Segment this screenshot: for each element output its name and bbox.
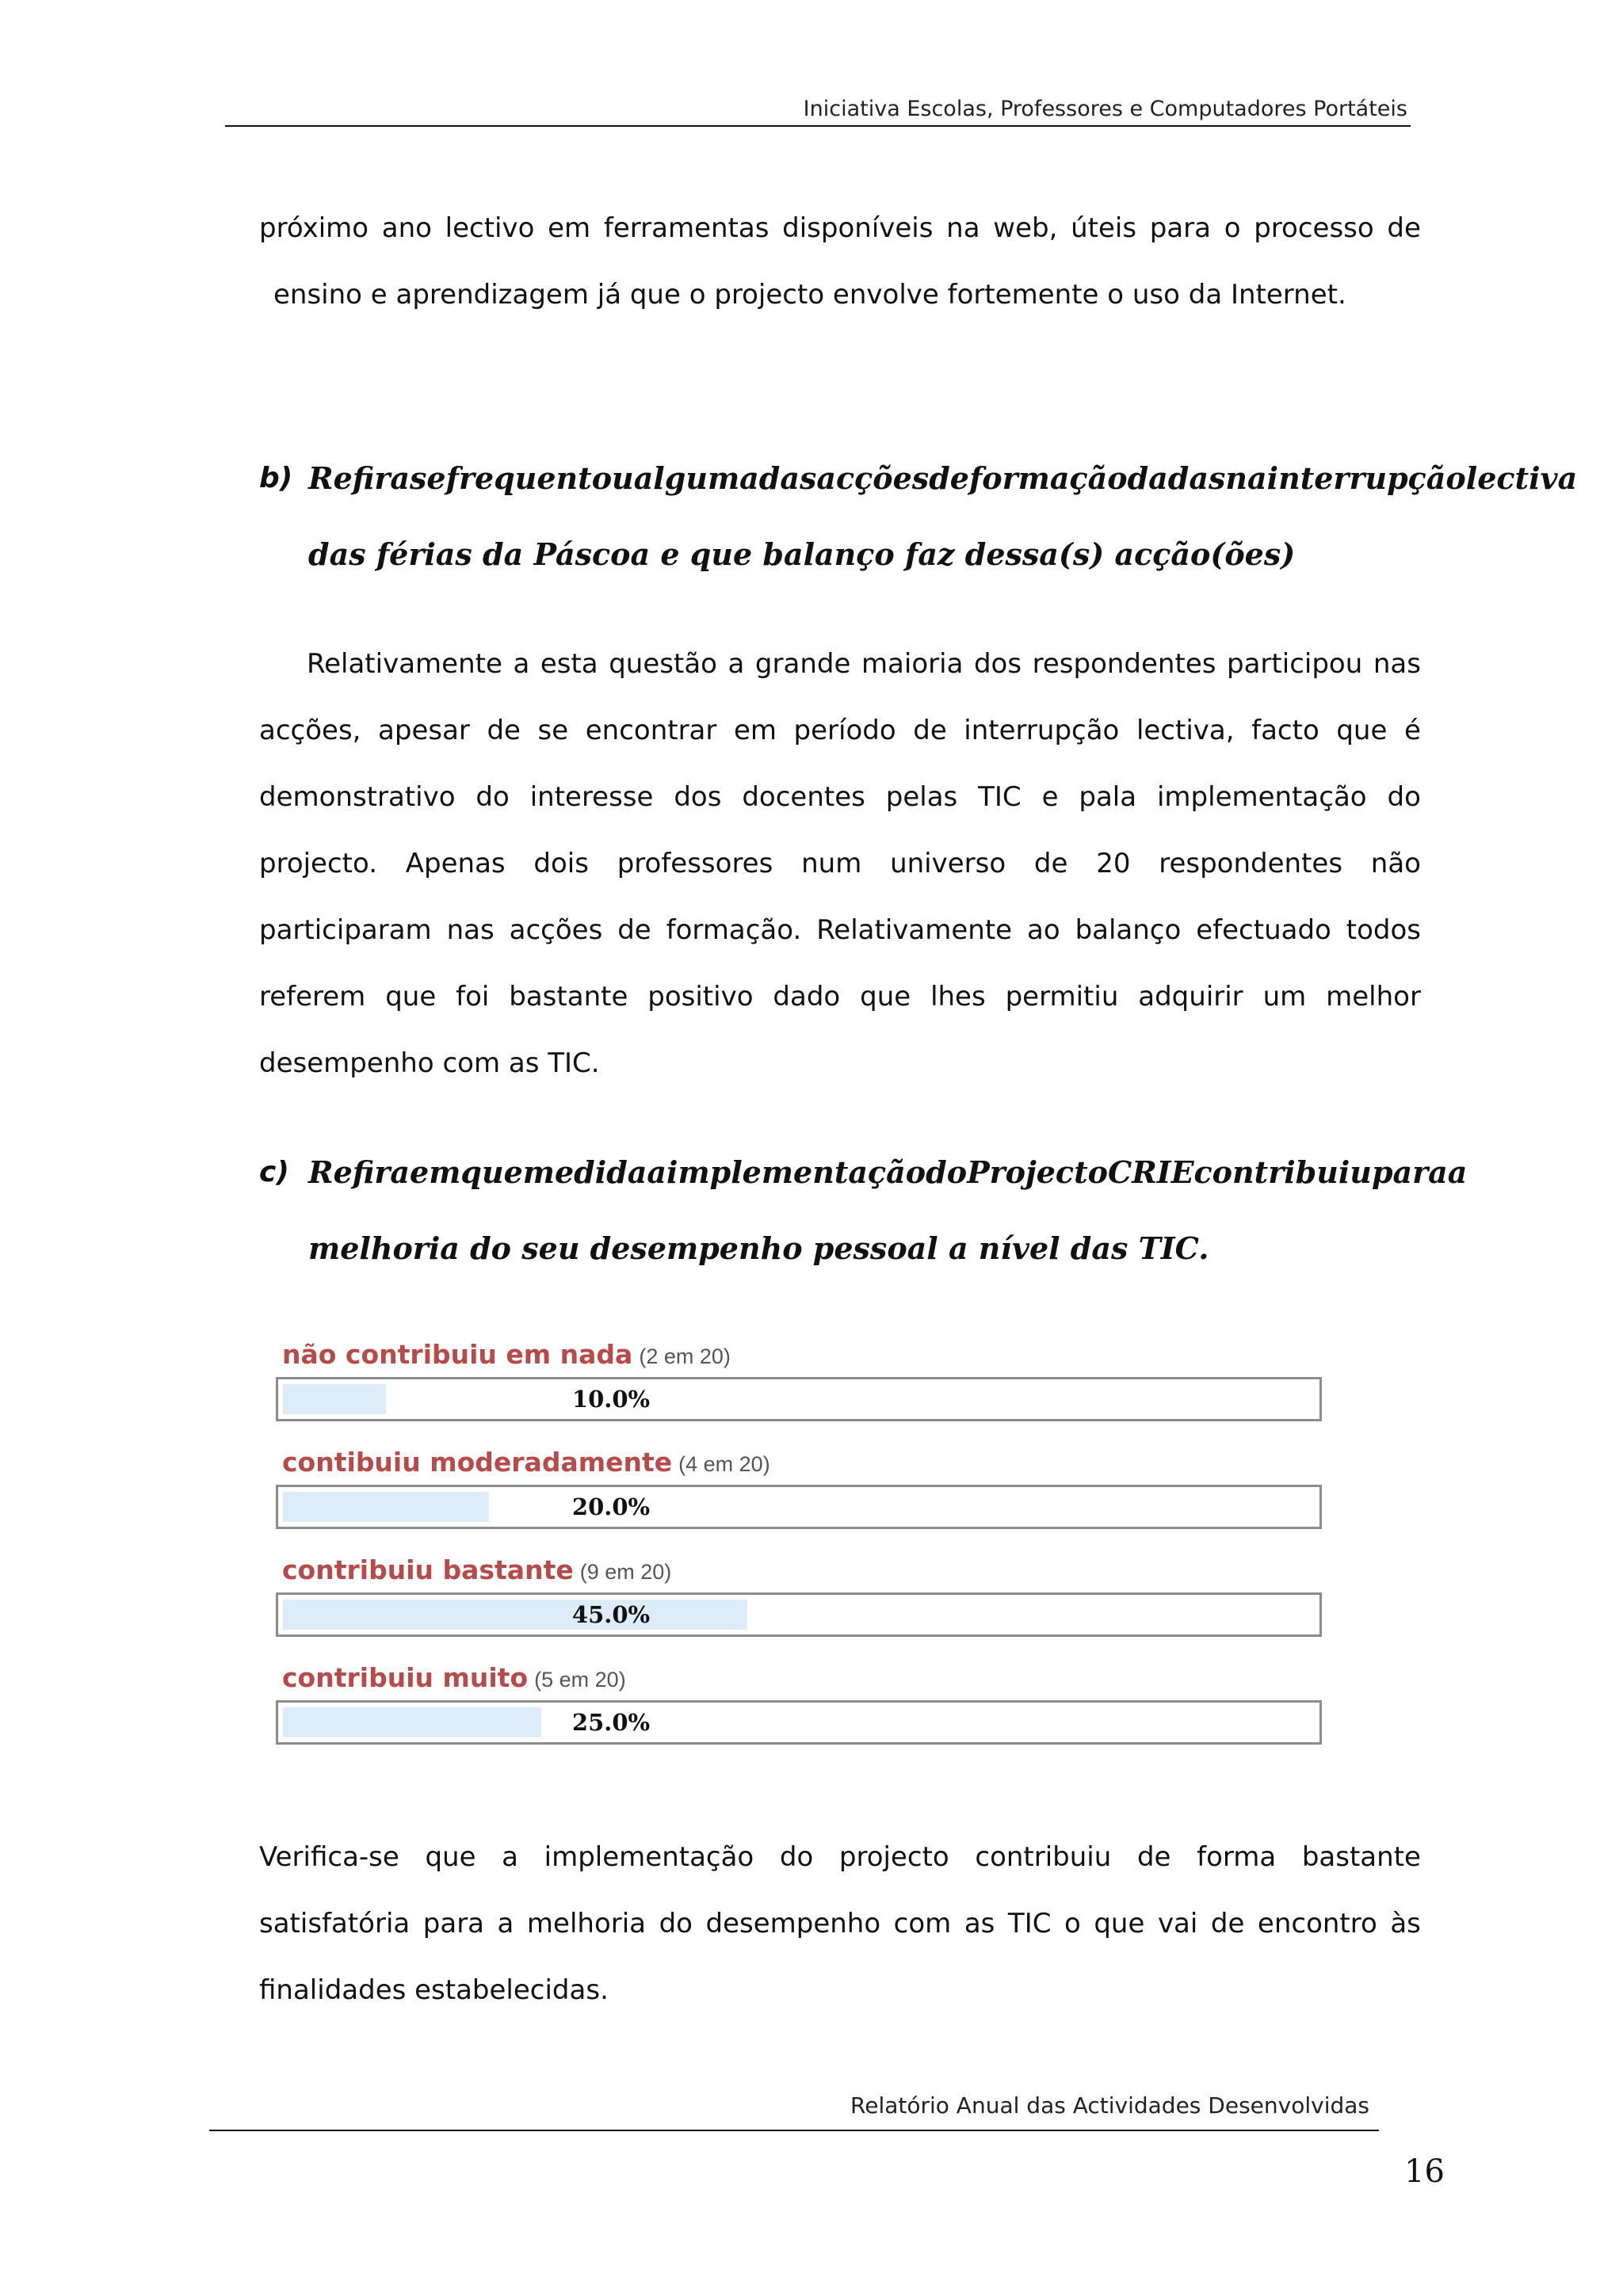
word: num [801, 848, 862, 879]
word: de [1210, 1908, 1245, 1939]
word: Projecto [967, 1154, 1108, 1190]
poll-bar-value: 45.0% [571, 1601, 651, 1628]
word: respondentes [1032, 648, 1216, 680]
answer-b-line [259, 963, 1421, 1030]
word: respondentes [1159, 848, 1343, 879]
poll-bar-value: 10.0% [571, 1386, 651, 1413]
word: a [727, 648, 745, 680]
word: contribuiu [1193, 1154, 1372, 1190]
word: um [1262, 981, 1307, 1013]
poll-option-label [282, 1445, 770, 1480]
word: processo [1254, 212, 1374, 244]
word: não [1370, 848, 1421, 879]
word: projecto [838, 1841, 949, 1873]
word: ferramentas [603, 212, 769, 244]
word: Relativamente [816, 914, 1013, 946]
word: interrupção [964, 715, 1120, 746]
word: dois [533, 848, 589, 879]
word: o [1064, 1908, 1081, 1939]
word: para [1371, 1154, 1448, 1190]
word: de [617, 914, 651, 946]
word: encontro [1257, 1908, 1377, 1939]
word: período [793, 715, 896, 746]
poll-bar-value: 20.0% [571, 1493, 651, 1520]
word: ano [381, 212, 432, 244]
answer-b-line [259, 697, 1421, 764]
word: adquirir [1138, 981, 1243, 1013]
word: interesse [529, 781, 654, 813]
word: do [926, 1154, 968, 1190]
word: acções [509, 914, 603, 946]
poll-option [276, 1661, 1327, 1768]
word: do [1387, 781, 1421, 813]
word: foi [456, 981, 490, 1013]
word: disponíveis [782, 212, 934, 244]
word: dado [773, 981, 841, 1013]
word: Refira [308, 460, 411, 496]
question-c-line-2: melhoria do seu desempenho pessoal a nível das TIC. [308, 1230, 1209, 1266]
poll-bar-track [276, 1377, 1322, 1421]
word: esta [540, 648, 598, 680]
word: de [929, 460, 969, 496]
word: referem [259, 981, 366, 1013]
question-b-letter: b) [259, 462, 293, 494]
answer-b-line [259, 631, 1421, 697]
intro-line-1 [259, 195, 1421, 261]
word: de [1136, 1841, 1171, 1873]
word: e [1041, 781, 1059, 813]
word: nas [446, 914, 495, 946]
word: a [1447, 1154, 1468, 1190]
word: úteis [1071, 212, 1137, 244]
conclusion-line [259, 1824, 1421, 1890]
poll-bar-track [276, 1592, 1322, 1637]
word: dos [973, 648, 1022, 680]
word: grande [754, 648, 851, 680]
word: questão [609, 648, 717, 680]
word: encontrar [585, 715, 717, 746]
question-c [259, 1135, 1468, 1287]
word: do [659, 1908, 693, 1939]
word: medida [522, 1154, 647, 1190]
poll-option-count: (9 em 20) [579, 1560, 672, 1584]
intro-line-2: ensino e aprendizagem já que o projecto envolve fortemente o uso da Internet. [273, 279, 1346, 311]
word: pelas [885, 781, 958, 813]
word: implementação [544, 1841, 754, 1873]
word: às [1390, 1908, 1421, 1939]
word: formação. [666, 914, 802, 946]
poll-option-label [282, 1553, 671, 1588]
word: que [1336, 715, 1388, 746]
word: que [1094, 1908, 1145, 1939]
word: lectivo [445, 212, 535, 244]
word: a [497, 1908, 514, 1939]
word: dos [674, 781, 722, 813]
question-c-line-1 [308, 1135, 1467, 1211]
word: Verifica-se [259, 1841, 399, 1873]
word: do [779, 1841, 814, 1873]
word: para [422, 1908, 485, 1939]
word: que [860, 981, 911, 1013]
word: próximo [259, 212, 369, 244]
word: as [964, 1908, 995, 1939]
word: com [893, 1908, 952, 1939]
word: na [1225, 460, 1267, 496]
word: desempenho [705, 1908, 881, 1939]
word: alguma [633, 460, 759, 496]
word: das [758, 460, 817, 496]
word: TIC [1007, 1908, 1052, 1939]
word: lectiva, [1136, 715, 1235, 746]
word: Apenas [405, 848, 506, 879]
poll-option-count: (5 em 20) [534, 1668, 626, 1691]
word: docentes [742, 781, 865, 813]
word: participou [1227, 648, 1363, 680]
word: apesar [378, 715, 470, 746]
poll-option [276, 1445, 1327, 1553]
poll-bar-value: 25.0% [571, 1709, 651, 1736]
word: CRIE [1107, 1154, 1194, 1190]
poll-option-title: contribuiu bastante [282, 1554, 574, 1585]
poll-bar-track [276, 1700, 1322, 1745]
word: melhoria [526, 1908, 647, 1939]
poll-option [276, 1553, 1327, 1661]
word: para [1149, 212, 1211, 244]
word: Relativamente [307, 648, 502, 680]
word: positivo [647, 981, 754, 1013]
word: Refira [308, 1154, 411, 1190]
word: implementação [666, 1154, 926, 1190]
word: a [647, 1154, 667, 1190]
footer-divider [209, 2130, 1379, 2131]
poll-bar-track [276, 1485, 1322, 1529]
poll-option-count: (2 em 20) [639, 1344, 731, 1368]
word: se [410, 460, 446, 496]
word: acções [816, 460, 930, 496]
word: de [487, 715, 521, 746]
answer-b-last-line: desempenho com as TIC. [259, 1047, 600, 1079]
word: na [946, 212, 980, 244]
word: maioria [861, 648, 964, 680]
word: ao [1027, 914, 1060, 946]
running-footer: Relatório Anual das Actividades Desenvolvidas [850, 2092, 1369, 2119]
word: do [475, 781, 510, 813]
header-divider [225, 125, 1411, 127]
running-header: Iniciativa Escolas, Professores e Computadores Portáteis [803, 97, 1407, 121]
word: vai [1157, 1908, 1198, 1939]
page-number: 16 [1404, 2153, 1445, 2190]
word: é [1403, 715, 1421, 746]
word: TIC [978, 781, 1022, 813]
word: em [733, 715, 777, 746]
word: em [548, 212, 591, 244]
word: universo [890, 848, 1006, 879]
poll-option-title: contibuiu moderadamente [282, 1447, 673, 1478]
word: em [410, 1154, 461, 1190]
word: frequentou [445, 460, 634, 496]
word: formação [968, 460, 1128, 496]
word: dadas [1127, 460, 1226, 496]
poll-option-title: contribuiu muito [282, 1662, 529, 1693]
poll-option [276, 1337, 1327, 1445]
poll-option-label [282, 1337, 731, 1372]
word: que [460, 1154, 523, 1190]
answer-b-line [259, 764, 1421, 830]
word: implementação [1156, 781, 1367, 813]
word: de [913, 715, 947, 746]
word: contribuiu [975, 1841, 1112, 1873]
conclusion-line [259, 1890, 1421, 1957]
word: 20 [1096, 848, 1131, 879]
word: permitiu [1005, 981, 1119, 1013]
word: pala [1079, 781, 1137, 813]
question-c-letter: c) [259, 1156, 289, 1188]
word: todos [1346, 914, 1421, 946]
word: web, [993, 212, 1058, 244]
word: forma [1197, 1841, 1277, 1873]
word: que [425, 1841, 476, 1873]
conclusion-paragraph [259, 1824, 1421, 2023]
poll-results-chart [276, 1337, 1327, 1768]
word: nas [1373, 648, 1421, 680]
word: bastante [1301, 1841, 1421, 1873]
word: facto [1251, 715, 1319, 746]
word: bastante [509, 981, 628, 1013]
word: lectiva [1465, 460, 1578, 496]
word: satisfatória [259, 1908, 411, 1939]
word: demonstrativo [259, 781, 456, 813]
word: melhor [1326, 981, 1421, 1013]
word: balanço [1075, 914, 1182, 946]
question-b [259, 441, 1578, 593]
word: a [513, 648, 530, 680]
poll-option-title: não contribuiu em nada [282, 1339, 633, 1370]
question-b-line-2: das férias da Páscoa e que balanço faz dessa(s) acção(ões) [308, 536, 1296, 572]
word: efectuado [1196, 914, 1331, 946]
word: que [385, 981, 437, 1013]
word: de [1387, 212, 1421, 244]
poll-option-label [282, 1661, 626, 1695]
word: acções, [259, 715, 361, 746]
word: projecto. [259, 848, 378, 879]
word: se [537, 715, 569, 746]
conclusion-last-line: finalidades estabelecidas. [259, 1974, 609, 2006]
word: participaram [259, 914, 432, 946]
intro-paragraph [259, 195, 1421, 328]
answer-b-line [259, 830, 1421, 897]
word: de [1033, 848, 1068, 879]
word: interrupção [1266, 460, 1466, 496]
answer-b-paragraph [259, 631, 1421, 1097]
word: lhes [930, 981, 986, 1013]
poll-option-count: (4 em 20) [678, 1452, 770, 1476]
word: a [502, 1841, 518, 1873]
question-b-line-1 [308, 441, 1577, 517]
answer-b-line [259, 897, 1421, 963]
word: professores [617, 848, 773, 879]
word: o [1224, 212, 1241, 244]
